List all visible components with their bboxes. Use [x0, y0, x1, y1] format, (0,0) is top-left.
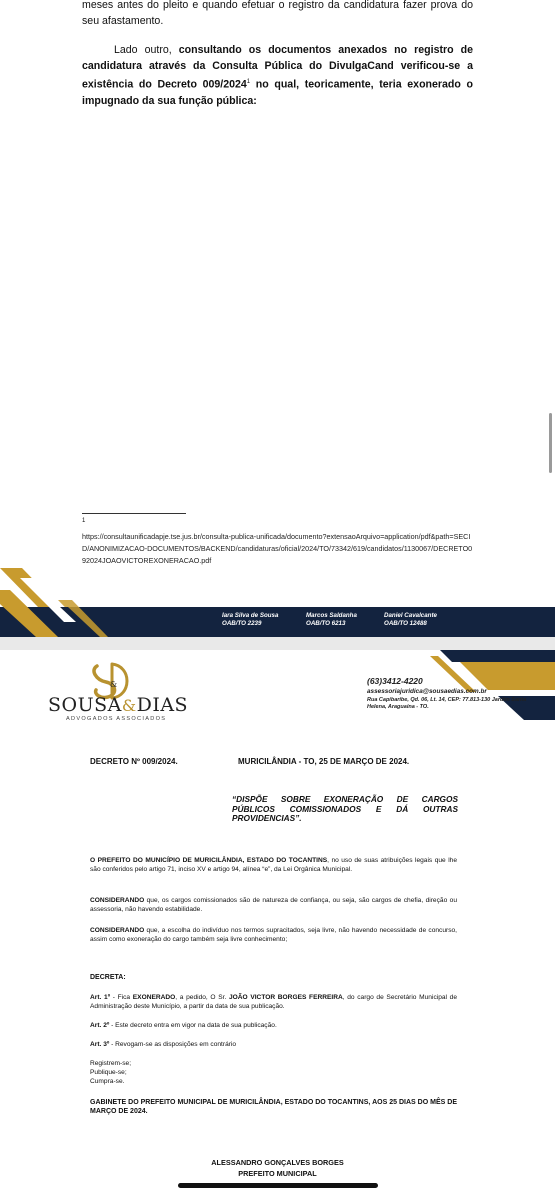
contact-phone[interactable]: (63)3412-4220	[367, 676, 423, 686]
footnote-ref[interactable]: 1	[246, 79, 251, 85]
decree-gabinete: GABINETE DO PREFEITO MUNICIPAL DE MURICILÂNDIA, ESTADO DO TOCANTINS, AOS 25 DIAS DO MÊS DE MARÇO DE 2024.	[90, 1099, 457, 1115]
logo-wordmark: SOUSA&DIAS	[48, 694, 189, 716]
decree-decreta: DECRETA:	[90, 974, 126, 981]
decree-considerando-1: CONSIDERANDO que, os cargos comissionados são de natureza de confiança, ou seja, são cargos de chefia, direção ou assessoria, não havendo estabilidade.	[90, 897, 457, 913]
footnote-number: 1	[82, 518, 86, 524]
decree-article-1: Art. 1º - Fica EXONERADO, a pedido, O Sr. JOÃO VICTOR BORGES FERREIRA, do cargo de Secretário Municipal de Administração deste Município, a partir da data de sua publicação.	[90, 994, 458, 1010]
decree-ementa: “DISPÕE SOBRE EXONERAÇÃO DE CARGOS PÚBLICOS COMISSIONADOS E DÁ OUTRAS PROVIDENCIAS”.	[232, 794, 458, 823]
scrollbar-thumb[interactable]	[549, 413, 552, 473]
contact-address: Rua Capibaribe, Qd. 06, Lt. 14, CEP: 77.813-130 Jardim Santa Helena, Araguaína - TO.	[367, 697, 527, 710]
paragraph-decree-reference: Lado outro, consultando os documentos anexados no registro de candidatura através da Consulta Pública do DivulgaCand verificou-se a existência do Decreto 009/2024$^1$ no qual, teoricamente, teria exonerado o impugnado da sua função pública:	[82, 44, 474, 107]
decree-closing-orders: Registrem-se; Publique-se; Cumpra-se.	[90, 1060, 132, 1085]
decree-article-3: Art. 3º - Revogam-se as disposições em contrário	[90, 1041, 237, 1048]
page-separator	[0, 637, 555, 650]
footer-lawyer-1: Iara Silva de Sousa OAB/TO 2239	[222, 612, 279, 627]
footnote-separator	[82, 513, 186, 514]
footnote-url[interactable]: https://consultaunificadapje.tse.jus.br/consulta-publica-unificada/documento?extensaoArquivo=application/pdf&path=SECID/ANONIMIZACAO-DOCUMENTOS/BACKEND/candidaturas/oficial/2024/TO/73342/619/candidatos/1130067/DECRETO092024JOAOVICTOREXONERACAO.pdf	[82, 532, 473, 565]
decree-number: DECRETO Nº 009/2024.	[90, 757, 178, 766]
document-page-2	[0, 650, 555, 1200]
footer-lawyer-3: Daniel Cavalcante OAB/TO 12488	[384, 612, 437, 627]
signer-title: PREFEITO MUNICIPAL	[238, 1169, 317, 1178]
svg-text:&: &	[110, 680, 118, 689]
decree-place-date: MURICILÂNDIA - TO, 25 DE MARÇO DE 2024.	[238, 757, 410, 766]
footer-lawyer-2: Marcos Saldanha OAB/TO 6213	[306, 612, 357, 627]
logo-subtitle: ADVOGADOS ASSOCIADOS	[66, 716, 167, 722]
signer-name: ALESSANDRO GONÇALVES BORGES	[211, 1158, 344, 1167]
decree-considerando-2: CONSIDERANDO que, a escolha do indivíduo nos termos supracitados, seja livre, não havendo necessidade de concurso, assim como exoneração do cargo também seja livre conhecimento;	[90, 927, 457, 943]
home-indicator[interactable]	[178, 1183, 378, 1188]
contact-email[interactable]: assessoriajuridica@sousaedias.com.br	[367, 688, 487, 695]
decree-article-2: Art. 2º - Este decreto entra em vigor na data de sua publicação.	[90, 1022, 277, 1029]
decree-preamble: O PREFEITO DO MUNICÍPIO DE MURICILÂNDIA, ESTADO DO TOCANTINS, no uso de suas atribuições legais que lhe são conferidos pelo artigo 71, inciso XV e artigo 94, alínea “e”, da Lei Orgânica Municipal.	[90, 857, 457, 873]
paragraph-continuation: meses antes do pleito e quando efetuar o registro da candidatura fazer prova do seu afastamento.	[82, 0, 473, 27]
